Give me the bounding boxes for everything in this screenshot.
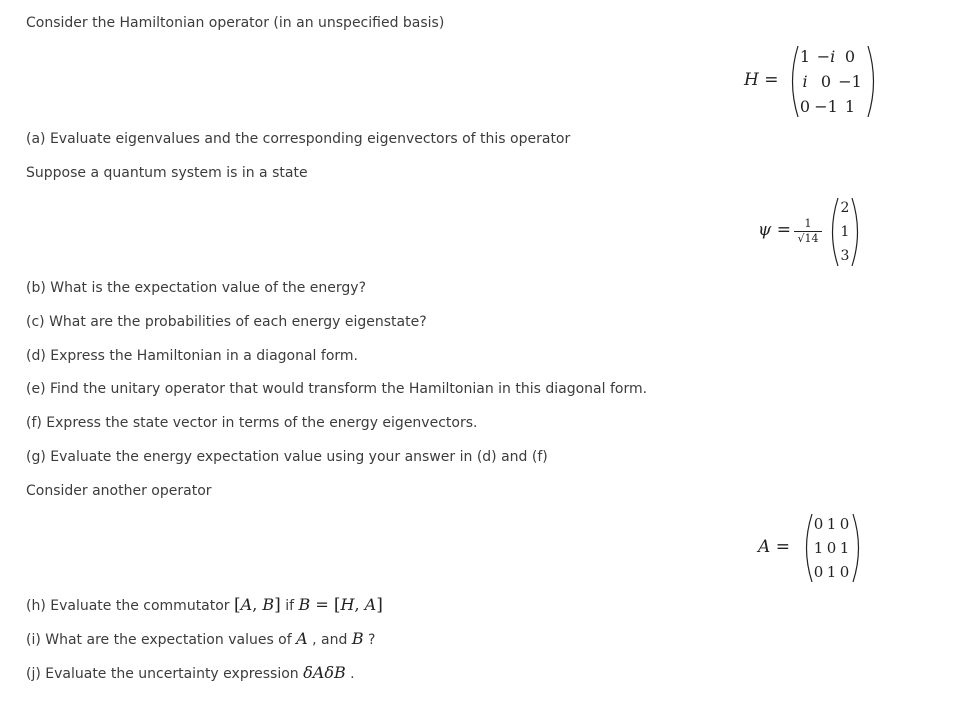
question-i-text: (i) What are the expectation values of: [26, 632, 297, 648]
vector-cell: 3: [840, 248, 850, 264]
hamiltonian-equation: [740, 44, 890, 119]
question-g: (g) Evaluate the energy expectation value using your answer in (d) and (f): [26, 449, 548, 465]
operator-a-matrix: [812, 512, 851, 584]
matrix-cell: 1: [826, 515, 837, 533]
question-h: (h) Evaluate the commutator [A, B] if B = [H, A]: [26, 595, 383, 615]
matrix-cell: 1: [844, 97, 856, 116]
state-equation: [756, 196, 866, 268]
question-i: (i) What are the expectation values of A , and B ?: [26, 629, 376, 648]
another-operator-intro: Consider another operator: [26, 483, 212, 499]
matrix-cell: 0: [839, 515, 850, 533]
question-j-text: (j) Evaluate the uncertainty expression: [26, 666, 304, 682]
matrix-cell: 0: [820, 72, 832, 91]
matrix-cell: 1: [826, 563, 837, 581]
matrix-cell: 0: [839, 563, 850, 581]
normalization-fraction: 1 √14: [794, 218, 822, 245]
intro-text: Consider the Hamiltonian operator (in an unspecified basis): [26, 15, 445, 31]
right-paren-icon: [866, 44, 880, 119]
matrix-cell: −i: [816, 47, 836, 66]
psi-label: ψ =: [758, 220, 791, 240]
matrix-cell: i: [802, 72, 808, 91]
question-j: (j) Evaluate the uncertainty expression δAδB .: [26, 663, 355, 682]
state-intro-text: Suppose a quantum system is in a state: [26, 165, 308, 181]
matrix-cell: 1: [839, 539, 850, 557]
right-paren-icon: [850, 196, 864, 268]
matrix-cell: 1: [813, 539, 824, 557]
matrix-cell: −1: [838, 72, 862, 91]
matrix-cell: −1: [814, 97, 838, 116]
vector-cell: 1: [840, 224, 850, 240]
question-c: (c) What are the probabilities of each energy eigenstate?: [26, 314, 427, 330]
right-paren-icon: [851, 512, 865, 584]
question-a: (a) Evaluate eigenvalues and the corresponding eigenvectors of this operator: [26, 131, 571, 147]
operator-a-label: A =: [758, 537, 790, 557]
matrix-cell: 0: [799, 97, 811, 116]
question-b: (b) What is the expectation value of the energy?: [26, 280, 367, 296]
hamiltonian-matrix: [796, 44, 862, 119]
matrix-cell: 0: [813, 515, 824, 533]
hamiltonian-label: H =: [744, 70, 779, 90]
operator-a-equation: [756, 512, 866, 584]
question-d: (d) Express the Hamiltonian in a diagonal form.: [26, 348, 358, 364]
matrix-cell: 0: [813, 563, 824, 581]
vector-cell: 2: [840, 200, 850, 216]
question-h-text: (h) Evaluate the commutator: [26, 598, 235, 614]
question-f: (f) Express the state vector in terms of the energy eigenvectors.: [26, 415, 478, 431]
matrix-cell: 0: [826, 539, 837, 557]
question-e: (e) Find the unitary operator that would transform the Hamiltonian in this diagonal form.: [26, 381, 648, 397]
matrix-cell: 0: [844, 47, 856, 66]
matrix-cell: 1: [799, 47, 811, 66]
